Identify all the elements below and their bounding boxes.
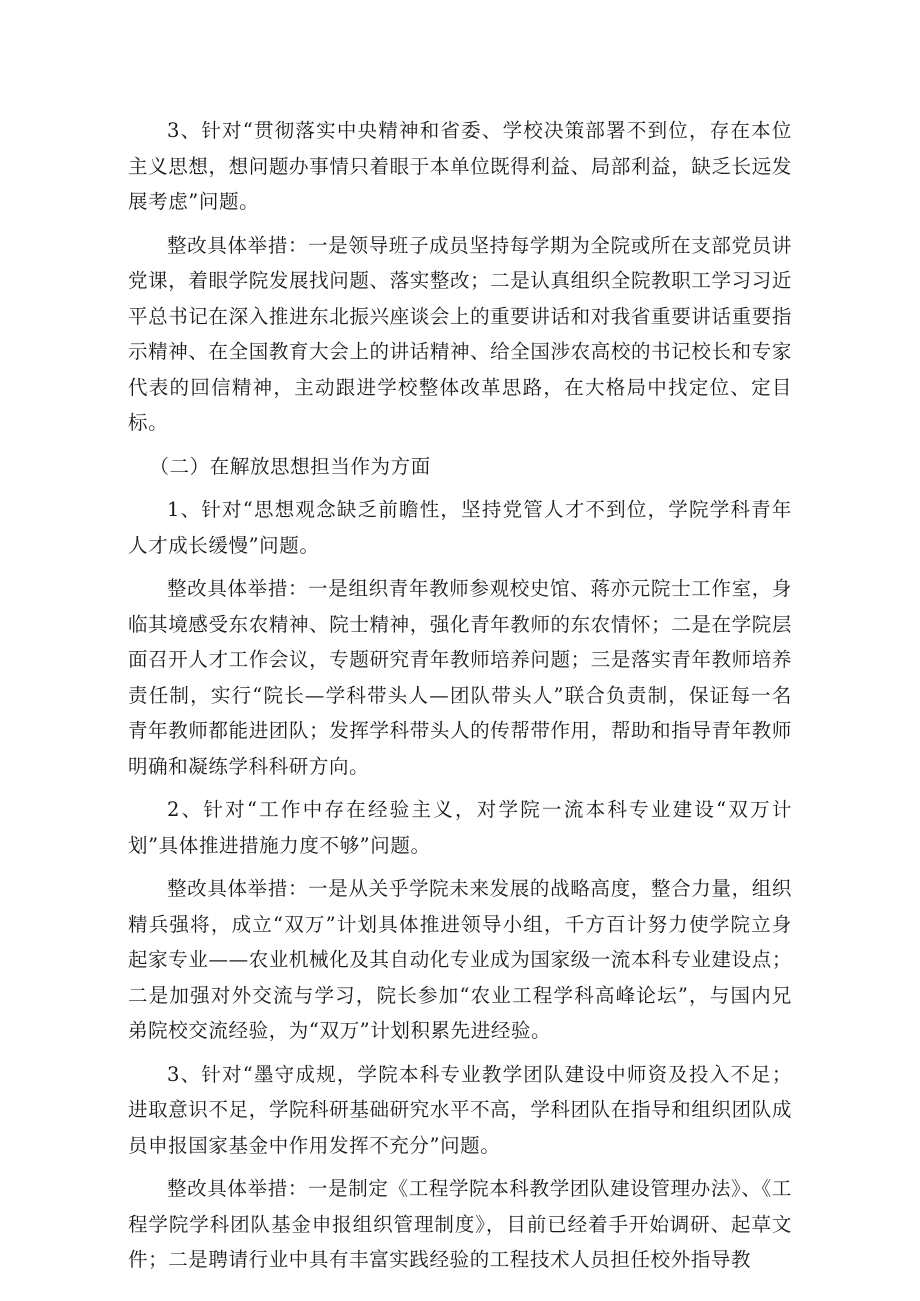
section-heading-2: （二）在解放思想担当作为方面 [149, 454, 431, 478]
paragraph-item-3b-issue: 3、针对“墨守成规，学院本科专业教学团队建设中师资及投入不足；进取意识不足，学院科研基础研究水平不高，学科团队在指导和组织团队成员申报国家基金中作用发挥不充分”问题。 [128, 1062, 792, 1157]
paragraph-item-1-issue: 1、针对“思想观念缺乏前瞻性，坚持党管人才不到位，学院学科青年人才成长缓慢”问题。 [128, 498, 792, 557]
paragraph-item-2-measures: 整改具体举措：一是从关乎学院未来发展的战略高度，整合力量，组织精兵强将，成立“双万”计划具体推进领导小组，千方百计努力使学院立身起家专业——农业机械化及其自动化专业成为国家级一流本科专业建设点；二是加强对外交流与学习，院长参加“农业工程学科高峰论坛”，与国内兄弟院校交流经验，为“双万”计划积累先进经验。 [128, 877, 792, 1042]
paragraph-item-3-issue: 3、针对“贯彻落实中央精神和省委、学校决策部署不到位，存在本位主义思想，想问题办事情只着眼于本单位既得利益、局部利益，缺乏长远发展考虑”问题。 [128, 119, 792, 213]
paragraph-item-2-issue: 2、针对“工作中存在经验主义，对学院一流本科专业建设“双万计划”具体推进措施力度不够”问题。 [128, 798, 792, 857]
paragraph-item-1-measures: 整改具体举措：一是组织青年教师参观校史馆、蒋亦元院士工作室，身临其境感受东农精神、院士精神，强化青年教师的东农情怀；二是在学院层面召开人才工作会议，专题研究青年教师培养问题；三是落实青年教师培养责任制，实行“院长—学科带头人—团队带头人”联合负责制，保证每一名青年教师都能进团队；发挥学科带头人的传帮带作用，帮助和指导青年教师明确和凝练学科科研方向。 [128, 577, 792, 778]
paragraph-item-3b-measures: 整改具体举措：一是制定《工程学院本科教学团队建设管理办法》、《工程学院学科团队基金申报组织管理制度》，目前已经着手开始调研、起草文件；二是聘请行业中具有丰富实践经验的工程技术人员担任校外指导教 [128, 1177, 792, 1271]
paragraph-item-3-measures: 整改具体举措：一是领导班子成员坚持每学期为全院或所在支部党员讲党课，着眼学院发展找问题、落实整改；二是认真组织全院教职工学习习近平总书记在深入推进东北振兴座谈会上的重要讲话和对我省重要讲话重要指示精神、在全国教育大会上的讲话精神、给全国涉农高校的书记校长和专家代表的回信精神，主动跟进学校整体改革思路，在大格局中找定位、定目标。 [128, 233, 792, 434]
